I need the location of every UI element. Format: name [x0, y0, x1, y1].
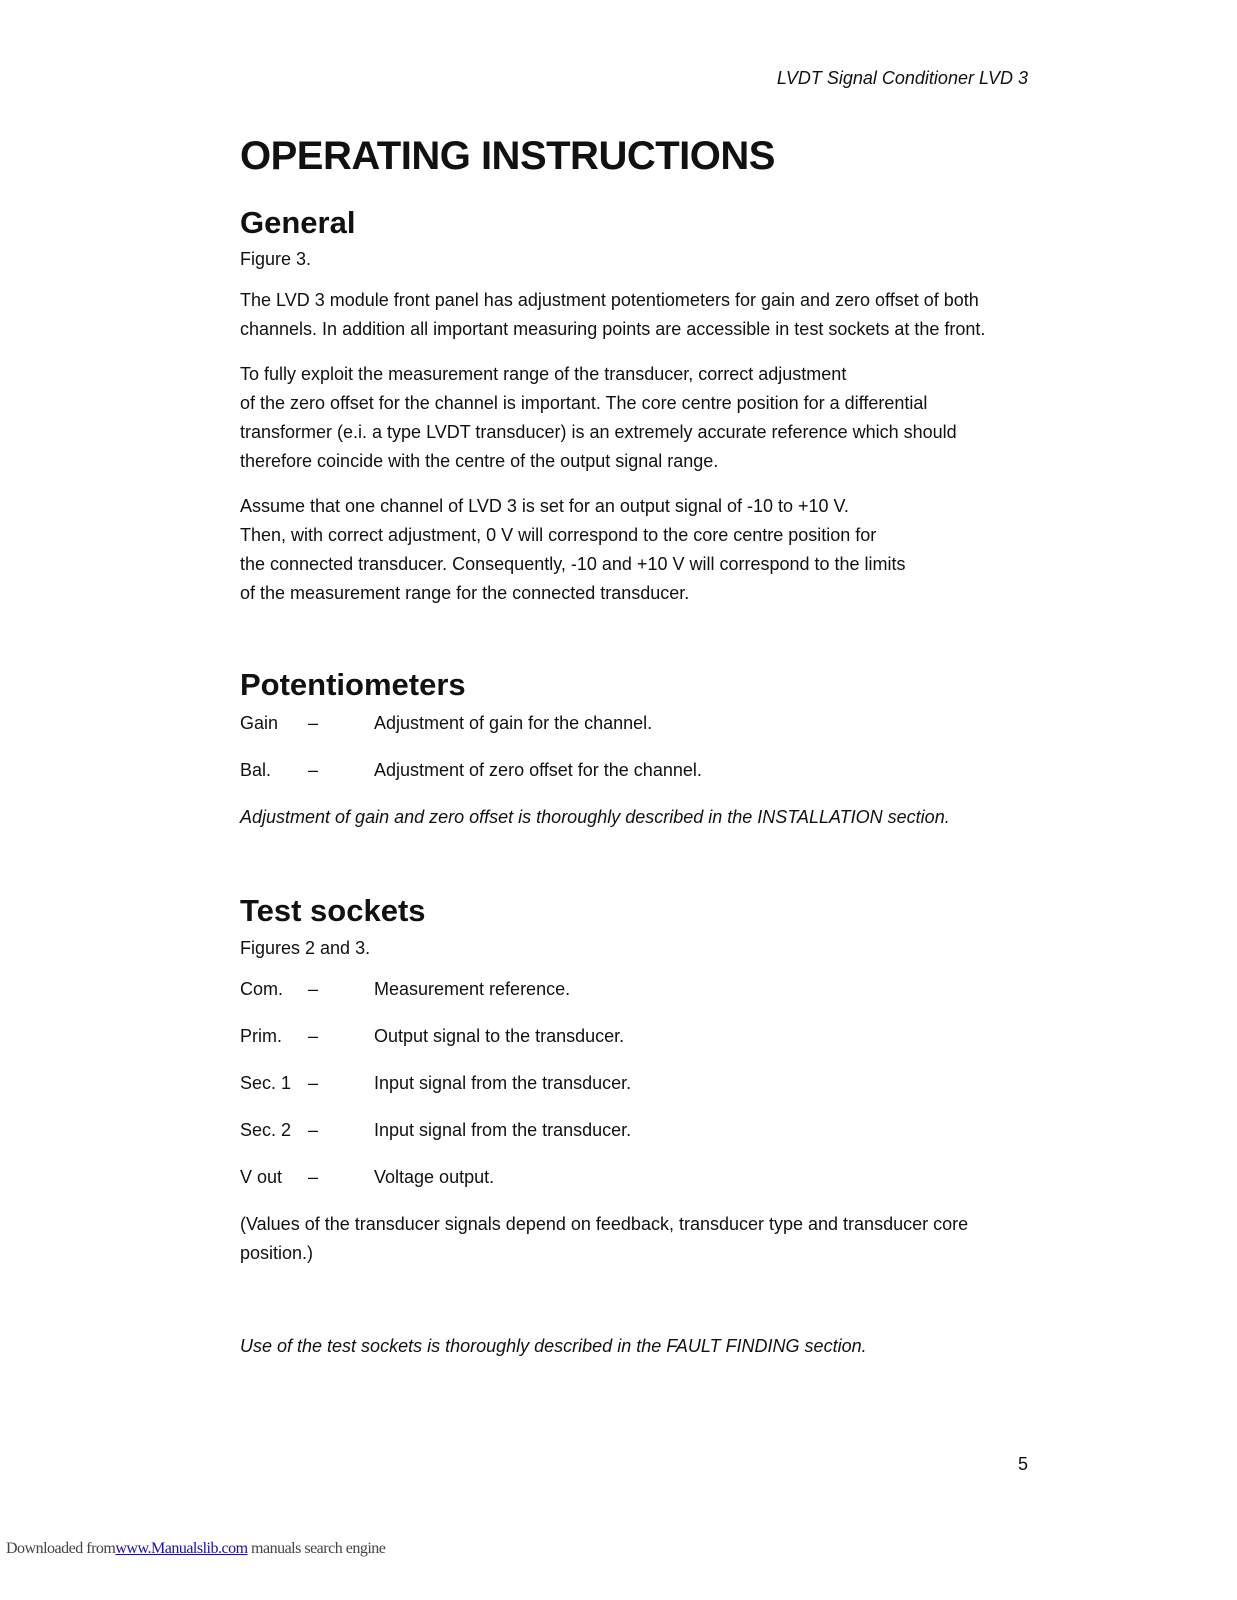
definition-dash: –	[308, 1166, 319, 1187]
definition-term: V out	[240, 1166, 283, 1187]
definition-term: Sec. 2	[240, 1119, 292, 1140]
definition-description: Adjustment of zero offset for the channel.	[374, 760, 702, 781]
footer-suffix: manuals search engine	[247, 1540, 386, 1557]
general-paragraph-3	[240, 492, 1040, 608]
test-sockets-note: Use of the test sockets is thoroughly described in the FAULT FINDING section.	[240, 1335, 867, 1356]
paragraph-line: To fully exploit the measurement range of the transducer, correct adjustment	[240, 364, 847, 385]
general-paragraph-2	[240, 360, 1040, 476]
definition-description: Measurement reference.	[374, 978, 571, 999]
paragraph-line: transformer (e.i. a type LVDT transducer) is an extremely accurate reference which should	[240, 422, 957, 443]
definition-term: Bal.	[240, 760, 272, 781]
definition-description: Input signal from the transducer.	[374, 1119, 632, 1140]
definition-dash: –	[308, 1119, 319, 1140]
definition-dash: –	[308, 1025, 319, 1046]
definition-dash: –	[308, 1072, 319, 1093]
paragraph-line: the connected transducer. Consequently, -10 and +10 V will correspond to the limits	[240, 554, 906, 575]
general-paragraph-1	[240, 286, 1040, 344]
test-sockets-figure-ref: Figures 2 and 3.	[240, 937, 371, 958]
definition-row-bal	[240, 756, 1040, 785]
paragraph-line: of the measurement range for the connected transducer.	[240, 583, 690, 604]
potentiometers-note: Adjustment of gain and zero offset is thoroughly described in the INSTALLATION section.	[240, 807, 950, 828]
paragraph-line: Then, with correct adjustment, 0 V will correspond to the core centre position for	[240, 525, 877, 546]
test-sockets-section	[240, 892, 1040, 1360]
paragraph-line: The LVD 3 module front panel has adjustment potentiometers for gain and zero offset of both	[240, 290, 979, 311]
general-heading: General	[240, 205, 356, 240]
definition-row-prim	[240, 1022, 1040, 1051]
paragraph-line: (Values of the transducer signals depend on feedback, transducer type and transducer core	[240, 1213, 969, 1234]
paragraph-line: position.)	[240, 1242, 314, 1263]
footer-link[interactable]: www.Manualslib.com	[115, 1540, 248, 1557]
definition-term: Gain	[240, 713, 279, 734]
definition-description: Voltage output.	[374, 1166, 495, 1187]
definition-row-vout	[240, 1163, 1040, 1192]
definition-dash: –	[308, 713, 319, 734]
page-title: OPERATING INSTRUCTIONS	[240, 134, 775, 178]
running-header: LVDT Signal Conditioner LVD 3	[776, 68, 1028, 88]
definition-term: Sec. 1	[240, 1072, 292, 1093]
definition-description: Input signal from the transducer.	[374, 1072, 632, 1093]
definition-dash: –	[308, 978, 319, 999]
test-sockets-heading: Test sockets	[240, 893, 426, 929]
definition-row-com	[240, 975, 1040, 1004]
definition-description: Output signal to the transducer.	[374, 1025, 625, 1046]
paragraph-line: channels. In addition all important measuring points are accessible in test sockets at the front.	[240, 319, 986, 340]
page-number: 5	[1017, 1454, 1028, 1474]
definition-description: Adjustment of gain for the channel.	[374, 713, 653, 734]
definition-term: Com.	[240, 978, 284, 999]
definition-term: Prim.	[240, 1025, 282, 1046]
test-sockets-values-note	[240, 1210, 1040, 1268]
definition-row-gain	[240, 709, 1040, 738]
paragraph-line: of the zero offset for the channel is important. The core centre position for a differential	[240, 393, 928, 414]
footer-prefix: Downloaded from	[6, 1540, 116, 1557]
general-figure-ref: Figure 3.	[240, 249, 312, 270]
paragraph-line: therefore coincide with the centre of the output signal range.	[240, 451, 719, 472]
paragraph-line: Assume that one channel of LVD 3 is set for an output signal of -10 to +10 V.	[240, 496, 849, 517]
download-footer	[6, 1540, 385, 1558]
definition-row-sec1	[240, 1069, 1040, 1098]
general-section	[240, 204, 1040, 608]
definition-dash: –	[308, 760, 319, 781]
definition-row-sec2	[240, 1116, 1040, 1145]
potentiometers-heading: Potentiometers	[240, 667, 466, 703]
potentiometers-section	[240, 666, 1040, 832]
main-content	[240, 132, 1040, 1377]
